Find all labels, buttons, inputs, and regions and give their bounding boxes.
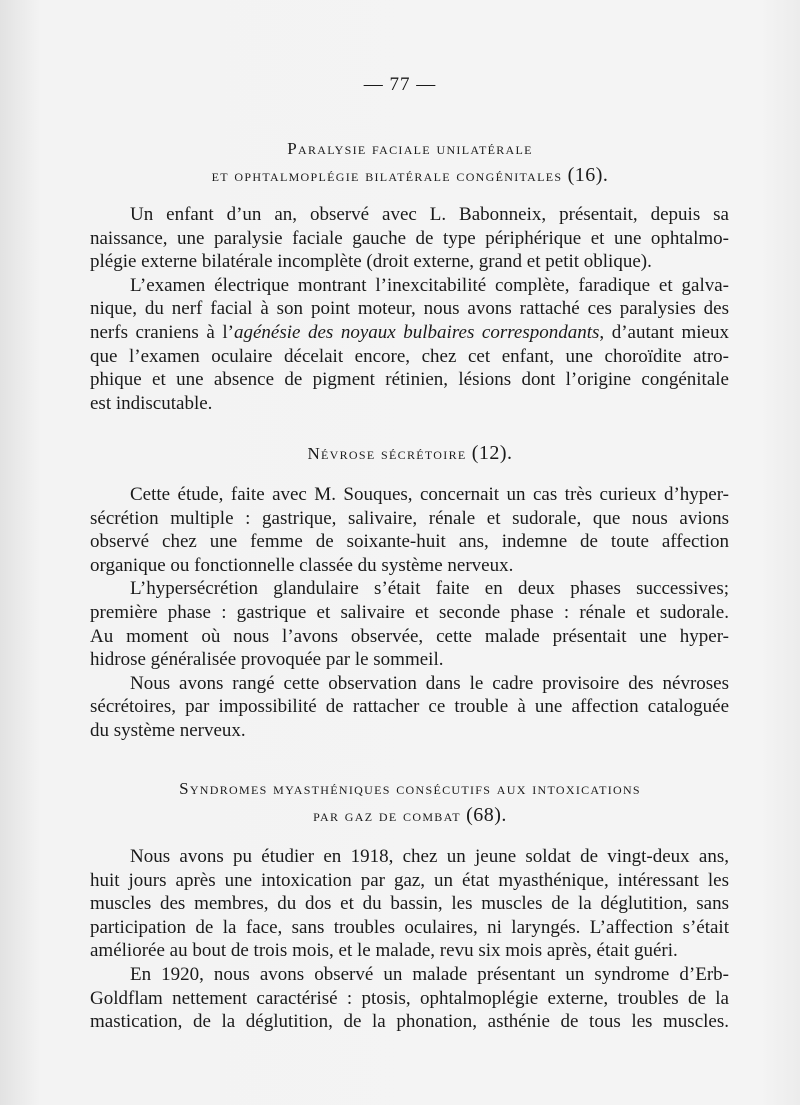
text-line: hidrose généralisée provoquée par le sommeil. [90, 649, 444, 671]
text-line: muscles des membres, du dos et du bassin, les muscles de la déglutition, sans [90, 893, 729, 915]
heading-text: par gaz de combat [313, 806, 461, 825]
text-line: sécrétion multiple : gastrique, salivaire, rénale et sudorale, que nous avions [90, 507, 729, 529]
text-segment: nerfs craniens à l’ [90, 321, 234, 343]
text-line: L’examen électrique montrant l’inexcitabilité complète, faradique et galva- [130, 274, 729, 296]
text-line: Un enfant d’un an, observé avec L. Babonneix, présentait, depuis sa [130, 204, 729, 225]
heading-reference: (12). [471, 442, 513, 464]
heading-reference: (68). [466, 804, 507, 826]
text-line: améliorée au bout de trois mois, et le malade, revu six mois après, était guéri. [90, 940, 678, 962]
section-body-myasthenic-syndromes [90, 845, 729, 1034]
heading-line [90, 440, 730, 468]
text-line: Nous avons rangé cette observation dans le cadre provisoire des névroses [130, 672, 729, 694]
text-line: est indiscutable. [90, 392, 213, 414]
text-line [90, 321, 729, 345]
text-line: Nous avons pu étudier en 1918, chez un jeune soldat de vingt-deux ans, [130, 846, 729, 867]
text-line: naissance, une paralysie faciale gauche de type périphérique et une ophtalmo- [90, 227, 729, 249]
text-line: Goldflam nettement caractérisé : ptosis, ophtalmoplégie externe, troubles de la [90, 987, 729, 1009]
page-number: — 77 — [363, 74, 437, 95]
text-line: observé chez une femme de soixante-huit ans, indemne de toute affection [90, 531, 729, 553]
text-line: Au moment où nous l’avons observée, cette malade présentait une hyper- [90, 625, 729, 647]
text-line: que l’examen oculaire décelait encore, chez cet enfant, une choroïdite atro- [90, 345, 729, 367]
heading-line: Paralysie faciale unilatérale [287, 139, 533, 158]
text-line: participation de la face, sans troubles oculaires, ni laryngés. L’affection s’était [90, 916, 729, 938]
text-line: organique ou fonctionnelle classée du système nerveux. [90, 554, 514, 576]
text-line: plégie externe bilatérale incomplète (droit externe, grand et petit oblique). [90, 251, 652, 273]
italic-term: agénésie des noyaux bulbaires correspondants [233, 321, 600, 343]
text-line: mastication, de la déglutition, de la phonation, asthénie de tous les muscles. [90, 1011, 729, 1033]
heading-text: Névrose sécrétoire [307, 444, 467, 463]
text-line: nique, du nerf facial à son point moteur, nous avons rattaché ces paralysies des [90, 298, 729, 320]
text-line: du système nerveux. [90, 719, 246, 741]
text-line: huit jours après une intoxication par gaz, un état myasthénique, intéressant les [90, 869, 729, 891]
heading-line [90, 162, 730, 190]
text-line: En 1920, nous avons observé un malade présentant un syndrome d’Erb- [130, 963, 729, 985]
section-heading-facial-paralysis [90, 135, 730, 190]
heading-line [90, 802, 730, 830]
section-body-facial-paralysis [90, 203, 729, 415]
section-heading-myasthenic-syndromes [90, 775, 730, 830]
text-line: première phase : gastrique et salivaire et seconde phase : rénale et sudorale. [90, 601, 729, 623]
section-body-secretory-neurosis [90, 483, 729, 743]
section-heading-secretory-neurosis [90, 440, 730, 468]
text-line: Cette étude, faite avec M. Souques, concernait un cas très curieux d’hyper- [130, 484, 729, 505]
text-line: phique et une absence de pigment rétinien, lésions dont l’origine congénitale [90, 369, 729, 391]
text-line: L’hypersécrétion glandulaire s’était faite en deux phases successives; [130, 578, 729, 600]
heading-reference: (16). [567, 164, 609, 186]
heading-line: Syndromes myasthéniques consécutifs aux intoxications [179, 779, 641, 798]
text-segment: , d’autant mieux [599, 321, 729, 343]
heading-text: et ophtalmoplégie bilatérale congénitales [211, 166, 563, 185]
text-line: sécrétoires, par impossibilité de rattacher ce trouble à une affection cataloguée [90, 696, 729, 718]
